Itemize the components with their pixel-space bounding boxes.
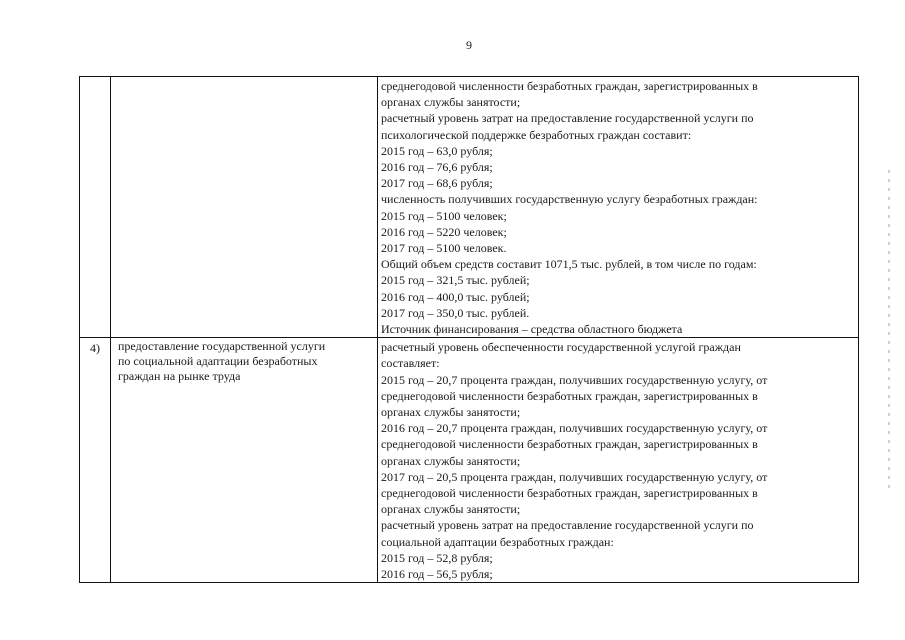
text-line: 2016 год – 400,0 тыс. рублей; (381, 289, 530, 304)
page-number: 9 (466, 38, 472, 52)
table-row (80, 338, 859, 583)
text-line: Источник финансирования – средства областного бюджета (381, 322, 683, 337)
text-line: расчетный уровень затрат на предоставление государственной услуги по (381, 111, 754, 126)
text-line: 2017 год – 20,5 процента граждан, получивших государственную услугу, от (381, 469, 768, 484)
text-line: расчетный уровень затрат на предоставление государственной услуги по (381, 518, 754, 533)
table-row (80, 77, 859, 338)
text-line: Общий объем средств составит 1071,5 тыс. рублей, в том числе по годам: (381, 257, 757, 272)
text-line: среднегодовой численности безработных граждан, зарегистрированных в (381, 388, 758, 403)
text-line: 2017 год – 68,6 рубля; (381, 176, 493, 191)
text-line: среднегодовой численности безработных граждан, зарегистрированных в (381, 79, 758, 93)
text-line: органах службы занятости; (381, 95, 521, 110)
text-line: 2016 год – 56,5 рубля; (381, 567, 493, 582)
row-number-cell: 4) (80, 338, 111, 583)
row-number-cell (80, 77, 111, 338)
text-line: 2015 год – 5100 человек; (381, 208, 507, 223)
text-line: расчетный уровень обеспеченности государственной услугой граждан (381, 340, 741, 355)
text-line: среднегодовой численности безработных граждан, зарегистрированных в (381, 437, 758, 452)
text-line: органах службы занятости; (381, 405, 521, 420)
text-line: 2016 год – 76,6 рубля; (381, 160, 493, 175)
text-line: 2017 год – 5100 человек. (381, 241, 507, 256)
indicators-cell (378, 338, 859, 583)
text-line: 2015 год – 20,7 процента граждан, получивших государственную услугу, от (381, 372, 768, 387)
text-line: социальной адаптации безработных граждан: (381, 534, 614, 549)
text-line: органах службы занятости; (381, 453, 521, 468)
scan-edge-mark (888, 170, 890, 490)
service-name-line: граждан на рынке труда (118, 369, 241, 384)
text-line: 2015 год – 52,8 рубля; (381, 550, 493, 565)
text-line: среднегодовой численности безработных граждан, зарегистрированных в (381, 486, 758, 501)
text-line: численность получивших государственную услугу безработных граждан: (381, 192, 758, 207)
text-line: составляет: (381, 356, 440, 371)
service-name-line: предоставление государственной услуги (118, 339, 326, 354)
service-name-cell (111, 338, 378, 583)
service-name-line: по социальной адаптации безработных (118, 354, 318, 369)
text-line: психологической поддержке безработных граждан составит: (381, 127, 692, 142)
text-line: 2015 год – 63,0 рубля; (381, 143, 493, 158)
text-line: органах службы занятости; (381, 502, 521, 517)
services-table (79, 76, 859, 583)
text-line: 2017 год – 350,0 тыс. рублей. (381, 305, 530, 320)
service-name-cell (111, 77, 378, 338)
text-line: 2015 год – 321,5 тыс. рублей; (381, 273, 530, 288)
indicators-cell (378, 77, 859, 338)
text-line: 2016 год – 5220 человек; (381, 224, 507, 239)
text-line: 2016 год – 20,7 процента граждан, получивших государственную услугу, от (381, 421, 768, 436)
